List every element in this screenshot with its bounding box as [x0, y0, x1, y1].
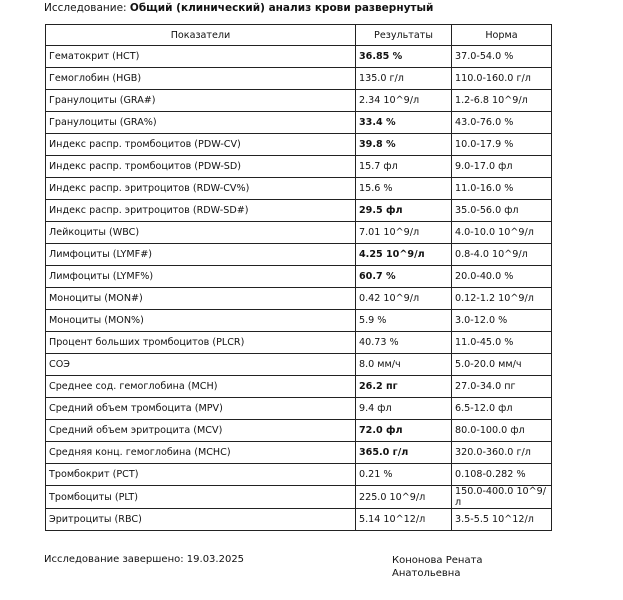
result-value: 9.4 фл	[356, 398, 452, 420]
result-value: 225.0 10^9/л	[356, 486, 452, 509]
result-value: 33.4 %	[356, 112, 452, 134]
result-value: 36.85 %	[356, 46, 452, 68]
table-body	[46, 46, 552, 531]
indicator-name: Лимфоциты (LYMF%)	[46, 266, 356, 288]
study-title	[44, 2, 433, 14]
result-value: 40.73 %	[356, 332, 452, 354]
norm-range: 110.0-160.0 г/л	[452, 68, 552, 90]
result-value: 60.7 %	[356, 266, 452, 288]
indicator-name: Средний объем эритроцита (MCV)	[46, 420, 356, 442]
indicator-name: СОЭ	[46, 354, 356, 376]
column-header-norm: Норма	[452, 25, 552, 46]
result-value: 0.21 %	[356, 464, 452, 486]
indicator-name: Процент больших тромбоцитов (PLCR)	[46, 332, 356, 354]
table-row	[46, 420, 552, 442]
table-row	[46, 244, 552, 266]
result-value: 15.7 фл	[356, 156, 452, 178]
table-row	[46, 112, 552, 134]
norm-range: 0.8-4.0 10^9/л	[452, 244, 552, 266]
result-value: 72.0 фл	[356, 420, 452, 442]
norm-range: 27.0-34.0 пг	[452, 376, 552, 398]
indicator-name: Лимфоциты (LYMF#)	[46, 244, 356, 266]
table-row	[46, 376, 552, 398]
indicator-name: Тромбоциты (PLT)	[46, 486, 356, 509]
table-row	[46, 46, 552, 68]
norm-range: 3.0-12.0 %	[452, 310, 552, 332]
indicator-name: Индекс распр. эритроцитов (RDW-CV%)	[46, 178, 356, 200]
result-value: 5.9 %	[356, 310, 452, 332]
norm-range: 0.12-1.2 10^9/л	[452, 288, 552, 310]
result-value: 135.0 г/л	[356, 68, 452, 90]
table-row	[46, 178, 552, 200]
indicator-name: Индекс распр. тромбоцитов (PDW-CV)	[46, 134, 356, 156]
table-row	[46, 464, 552, 486]
norm-range: 35.0-56.0 фл	[452, 200, 552, 222]
table-row	[46, 288, 552, 310]
norm-range: 9.0-17.0 фл	[452, 156, 552, 178]
norm-range: 3.5-5.5 10^12/л	[452, 509, 552, 531]
table-row	[46, 134, 552, 156]
table-row	[46, 509, 552, 531]
result-value: 15.6 %	[356, 178, 452, 200]
norm-range: 1.2-6.8 10^9/л	[452, 90, 552, 112]
doctor-name: Кононова Рената Анатольевна	[392, 555, 483, 579]
table-row	[46, 222, 552, 244]
indicator-name: Гранулоциты (GRA#)	[46, 90, 356, 112]
result-value: 0.42 10^9/л	[356, 288, 452, 310]
column-header-indicator: Показатели	[46, 25, 356, 46]
table-row	[46, 200, 552, 222]
norm-range: 0.108-0.282 %	[452, 464, 552, 486]
norm-range: 10.0-17.9 %	[452, 134, 552, 156]
indicator-name: Моноциты (MON%)	[46, 310, 356, 332]
result-value: 5.14 10^12/л	[356, 509, 452, 531]
result-value: 7.01 10^9/л	[356, 222, 452, 244]
table-row	[46, 354, 552, 376]
table-row	[46, 486, 552, 509]
indicator-name: Индекс распр. эритроцитов (RDW-SD#)	[46, 200, 356, 222]
table-row	[46, 156, 552, 178]
norm-range: 320.0-360.0 г/л	[452, 442, 552, 464]
results-table	[45, 24, 552, 531]
study-name: Общий (клинический) анализ крови развернутый	[129, 2, 434, 14]
norm-range: 4.0-10.0 10^9/л	[452, 222, 552, 244]
indicator-name: Моноциты (MON#)	[46, 288, 356, 310]
norm-range: 5.0-20.0 мм/ч	[452, 354, 552, 376]
norm-range: 11.0-45.0 %	[452, 332, 552, 354]
indicator-name: Средний объем тромбоцита (MPV)	[46, 398, 356, 420]
table-row	[46, 266, 552, 288]
indicator-name: Индекс распр. тромбоцитов (PDW-SD)	[46, 156, 356, 178]
indicator-name: Средняя конц. гемоглобина (MCHC)	[46, 442, 356, 464]
table-row	[46, 332, 552, 354]
completion-date: Исследование завершено: 19.03.2025	[44, 554, 245, 565]
norm-range: 150.0-400.0 10^9/л	[452, 486, 552, 509]
result-value: 26.2 пг	[356, 376, 452, 398]
norm-range: 80.0-100.0 фл	[452, 420, 552, 442]
indicator-name: Гемоглобин (HGB)	[46, 68, 356, 90]
indicator-name: Тромбокрит (PCT)	[46, 464, 356, 486]
norm-range: 43.0-76.0 %	[452, 112, 552, 134]
norm-range: 11.0-16.0 %	[452, 178, 552, 200]
result-value: 2.34 10^9/л	[356, 90, 452, 112]
norm-range: 6.5-12.0 фл	[452, 398, 552, 420]
indicator-name: Гематокрит (HCT)	[46, 46, 356, 68]
result-value: 8.0 мм/ч	[356, 354, 452, 376]
indicator-name: Лейкоциты (WBC)	[46, 222, 356, 244]
table-header-row	[46, 25, 552, 46]
table-row	[46, 90, 552, 112]
result-value: 4.25 10^9/л	[356, 244, 452, 266]
indicator-name: Гранулоциты (GRA%)	[46, 112, 356, 134]
indicator-name: Эритроциты (RBC)	[46, 509, 356, 531]
norm-range: 20.0-40.0 %	[452, 266, 552, 288]
table-row	[46, 310, 552, 332]
study-label: Исследование:	[44, 2, 127, 14]
result-value: 39.8 %	[356, 134, 452, 156]
result-value: 29.5 фл	[356, 200, 452, 222]
table-row	[46, 442, 552, 464]
indicator-name: Среднее сод. гемоглобина (MCH)	[46, 376, 356, 398]
table-row	[46, 398, 552, 420]
result-value: 365.0 г/л	[356, 442, 452, 464]
column-header-result: Результаты	[356, 25, 452, 46]
norm-range: 37.0-54.0 %	[452, 46, 552, 68]
table-row	[46, 68, 552, 90]
